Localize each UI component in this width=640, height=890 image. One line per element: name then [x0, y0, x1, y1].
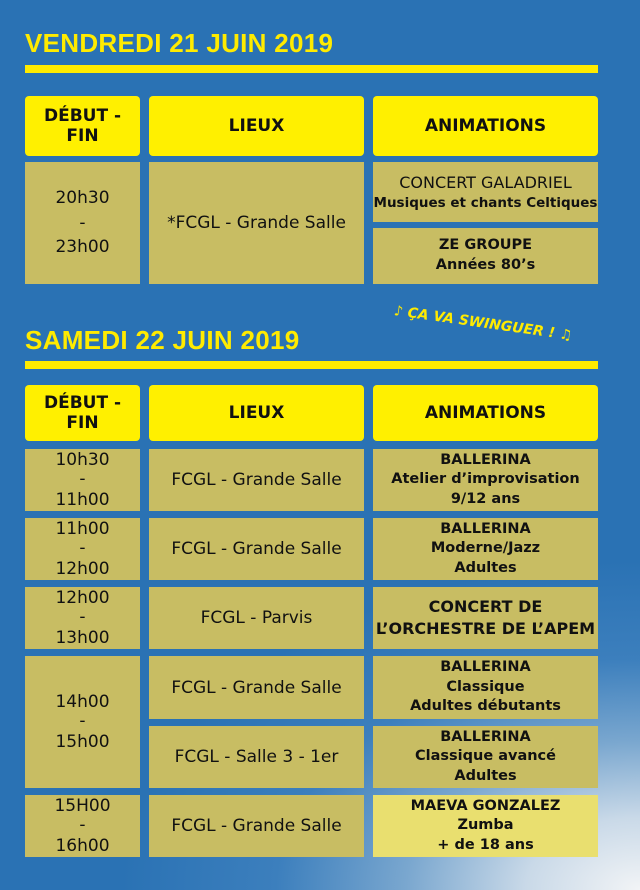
event-detail: Classique [446, 678, 525, 695]
time-end: 13h00 [55, 627, 110, 648]
event-title: CONCERT DE [428, 597, 543, 617]
day2-row1-anim [373, 449, 598, 511]
event-title: ZE GROUPE [438, 237, 533, 254]
time-start: 10h30 [55, 449, 110, 470]
day2-row5-anim [373, 726, 598, 788]
event-detail: Musiques et chants Celtiques [373, 194, 598, 211]
event-detail: Adultes [454, 767, 517, 784]
event-detail: Adultes [454, 559, 517, 576]
day2-header-time: DÉBUT - FIN [25, 385, 140, 441]
time-separator: - [79, 607, 86, 628]
time-start: 14h00 [55, 691, 110, 712]
event-detail: Zumba [457, 817, 514, 834]
event-detail: Atelier d’improvisation [391, 471, 580, 488]
day2-row2-anim [373, 518, 598, 580]
event-title: BALLERINA [440, 659, 531, 676]
day1-event-2 [373, 228, 598, 284]
event-detail: Classique avancé [415, 748, 556, 765]
day1-time-cell [25, 162, 140, 284]
day2-row4-place: FCGL - Grande Salle [149, 656, 364, 719]
time-start: 12h00 [55, 587, 110, 608]
day1-event-1 [373, 162, 598, 222]
event-detail: Adultes débutants [410, 698, 561, 715]
day2-row6-time [25, 795, 140, 857]
event-detail: L’ORCHESTRE DE L’APEM [375, 619, 596, 638]
day2-title-rule [25, 361, 598, 369]
time-separator: - [79, 538, 86, 559]
day2-row1-time [25, 449, 140, 511]
day2-row1-place: FCGL - Grande Salle [149, 449, 364, 511]
event-title: BALLERINA [440, 451, 531, 468]
day2-row5-place: FCGL - Salle 3 - 1er [149, 726, 364, 788]
day2-row2-time [25, 518, 140, 580]
time-end: 12h00 [55, 558, 110, 579]
day1-title-rule [25, 65, 598, 73]
day1-header-anim: ANIMATIONS [373, 96, 598, 156]
day1-header-place: LIEUX [149, 96, 364, 156]
day2-row4-time [25, 656, 140, 788]
event-detail: 9/12 ans [450, 490, 521, 507]
day1-place-cell: *FCGL - Grande Salle [149, 162, 364, 284]
day2-header-anim: ANIMATIONS [373, 385, 598, 441]
day2-row6-anim [373, 795, 598, 857]
time-separator: - [79, 711, 86, 732]
event-title: CONCERT GALADRIEL [399, 173, 572, 193]
event-title: BALLERINA [440, 520, 531, 537]
event-detail: + de 18 ans [437, 836, 534, 853]
time-end: 11h00 [55, 489, 110, 510]
day2-title: SAMEDI 22 JUIN 2019 [25, 325, 300, 355]
time-separator: - [79, 469, 86, 490]
swing-note: ♪ ÇA VA SWINGUER ! ♫ [392, 303, 574, 344]
day2-row2-place: FCGL - Grande Salle [149, 518, 364, 580]
time-start: 20h30 [55, 188, 110, 209]
day2-row4-anim [373, 656, 598, 719]
time-separator: - [79, 815, 86, 836]
day2-header-place: LIEUX [149, 385, 364, 441]
day2-row3-anim [373, 587, 598, 649]
event-title: BALLERINA [440, 728, 531, 745]
day2-row3-time [25, 587, 140, 649]
event-detail: Années 80’s [435, 257, 536, 273]
event-title: MAEVA GONZALEZ [410, 797, 561, 814]
time-start: 11h00 [55, 518, 110, 539]
time-start: 15H00 [54, 795, 111, 816]
time-separator: - [79, 212, 86, 233]
time-end: 16h00 [55, 835, 110, 856]
day1-header-time: DÉBUT - FIN [25, 96, 140, 156]
time-end: 23h00 [55, 237, 110, 258]
day2-row6-place: FCGL - Grande Salle [149, 795, 364, 857]
day2-row3-place: FCGL - Parvis [149, 587, 364, 649]
time-end: 15h00 [55, 731, 110, 752]
event-detail: Moderne/Jazz [430, 540, 541, 557]
day1-title: VENDREDI 21 JUIN 2019 [25, 28, 334, 58]
